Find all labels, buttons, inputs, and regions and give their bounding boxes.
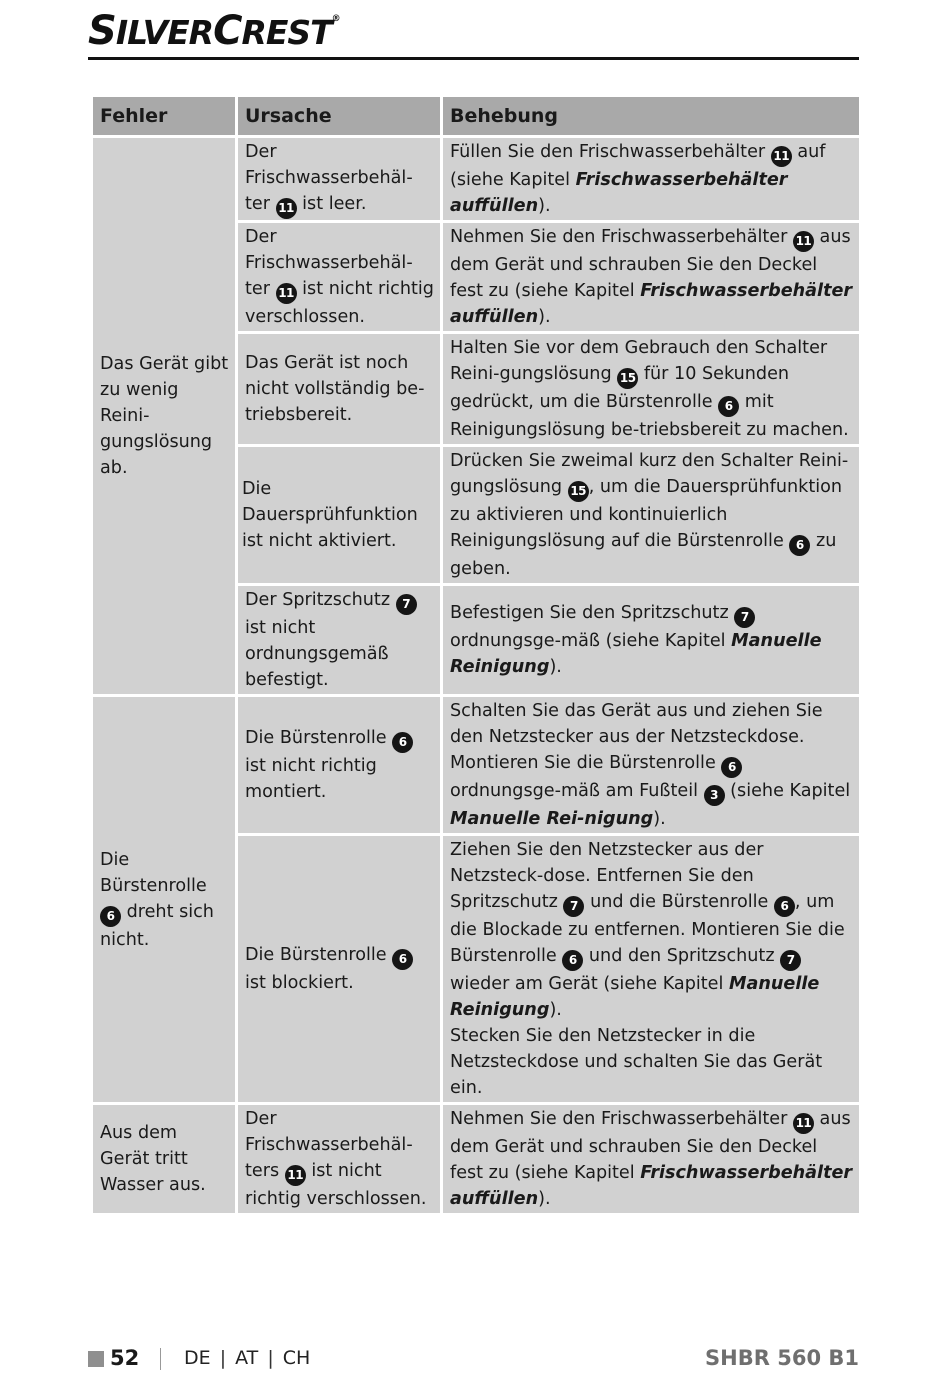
cause-cell: Die Dauersprühfunktion ist nicht aktiviert. [237,446,442,585]
part-number-badge: 6 [721,757,742,778]
country-code: DE [184,1347,211,1369]
part-number-badge: 6 [774,896,795,917]
part-number-badge: 11 [276,198,297,219]
part-number-badge: 6 [392,732,413,753]
part-number-badge: 7 [563,896,584,917]
part-number-badge: 11 [276,283,297,304]
country-separator: | [219,1347,227,1369]
header-rule [88,57,859,60]
footer-divider [160,1348,161,1370]
country-code: AT [235,1347,259,1369]
cause-cell: Das Gerät ist noch nicht vollständig be-triebsbereit. [237,333,442,446]
chapter-reference: Manuelle Reinigung [450,974,820,1020]
part-number-badge: 6 [392,949,413,970]
part-number-badge: 15 [617,368,638,389]
troubleshooting-table [90,94,862,1216]
cause-cell: Der Frischwasserbehäl-ter 11 ist leer. [237,137,442,222]
cause-cell: Der Spritzschutz 7 ist nicht ordnungsgemäß befestigt. [237,585,442,696]
footer-square-marker [88,1351,104,1367]
remedy-cell: Befestigen Sie den Spritzschutz 7 ordnungsge-mäß (siehe Kapitel Manuelle Reinigung). [442,585,861,696]
cause-cell: Der Frischwasserbehäl-ters 11 ist nicht richtig verschlossen. [237,1104,442,1215]
cause-cell: Die Bürstenrolle 6 ist blockiert. [237,835,442,1104]
chapter-reference: Frischwasserbehälter auffüllen [450,281,853,327]
chapter-reference: Manuelle Rei-nigung [450,809,654,829]
part-number-badge: 7 [780,950,801,971]
fault-cell: Das Gerät gibt zu wenig Reini-gungslösung ab. [92,137,237,696]
table-row [92,1104,861,1215]
part-number-badge: 11 [793,231,814,252]
part-number-badge: 6 [100,906,121,927]
part-number-badge: 15 [568,481,589,502]
part-number-badge: 11 [771,146,792,167]
country-codes [184,1347,310,1369]
chapter-reference: Manuelle Reinigung [450,631,822,677]
part-number-badge: 6 [718,396,739,417]
table-row [92,696,861,835]
part-number-badge: 11 [285,1165,306,1186]
cause-cell: Der Frischwasserbehäl-ter 11 ist nicht richtig verschlossen. [237,222,442,333]
header-behebung: Behebung [442,96,861,137]
part-number-badge: 7 [734,607,755,628]
remedy-cell: Halten Sie vor dem Gebrauch den Schalter Reini-gungslösung 15 für 10 Sekunden gedrückt, um die Bürstenrolle 6 mit Reinigungslösung be-triebsbereit zu machen. [442,333,861,446]
fault-cell: Die Bürstenrolle 6 dreht sich nicht. [92,696,237,1104]
part-number-badge: 6 [562,950,583,971]
remedy-cell: Ziehen Sie den Netzstecker aus der Netzsteck-dose. Entfernen Sie den Spritzschutz 7 und die Bürstenrolle 6 , um die Blockade zu entfernen. Montieren Sie die Bürstenrolle 6 und den Spritzschutz 7 wieder am Gerät (siehe Kapitel Manuelle Reinigung). Stecken Sie den Netzstecker in die Netzsteckdose und schalten Sie das Gerät ein. [442,835,861,1104]
country-code: CH [282,1347,311,1369]
chapter-reference: Frischwasserbehälter auffüllen [450,1163,853,1209]
table-header-row [92,96,861,137]
table-row [92,137,861,222]
part-number-badge: 11 [793,1113,814,1134]
model-number: SHBR 560 B1 [705,1346,859,1370]
part-number-badge: 3 [704,785,725,806]
part-number-badge: 7 [396,594,417,615]
chapter-reference: Frischwasserbehälter auffüllen [450,170,788,216]
page-number: 52 [110,1346,140,1370]
fault-cell: Aus dem Gerät tritt Wasser aus. [92,1104,237,1215]
brand-logo: SILVERCREST® [88,8,340,54]
country-separator: | [267,1347,274,1369]
remedy-cell: Nehmen Sie den Frischwasserbehälter 11 aus dem Gerät und schrauben Sie den Deckel fest zu (siehe Kapitel Frischwasserbehälter auffüllen). [442,222,861,333]
header-fehler: Fehler [92,96,237,137]
header-ursache: Ursache [237,96,442,137]
remedy-cell: Nehmen Sie den Frischwasserbehälter 11 aus dem Gerät und schrauben Sie den Deckel fest zu (siehe Kapitel Frischwasserbehälter auffüllen). [442,1104,861,1215]
cause-cell: Die Bürstenrolle 6 ist nicht richtig montiert. [237,696,442,835]
remedy-cell: Füllen Sie den Frischwasserbehälter 11 auf (siehe Kapitel Frischwasserbehälter auffüllen). [442,137,861,222]
part-number-badge: 6 [789,535,810,556]
remedy-cell: Schalten Sie das Gerät aus und ziehen Sie den Netzstecker aus der Netzsteckdose. Montieren Sie die Bürstenrolle 6 ordnungsge-mäß am Fußteil 3 (siehe Kapitel Manuelle Rei-nigung). [442,696,861,835]
remedy-cell: Drücken Sie zweimal kurz den Schalter Reini-gungslösung 15 , um die Dauersprühfunktion zu aktivieren und kontinuierlich Reinigungslösung auf die Bürstenrolle 6 zu geben. [442,446,861,585]
page-footer [88,1346,859,1374]
